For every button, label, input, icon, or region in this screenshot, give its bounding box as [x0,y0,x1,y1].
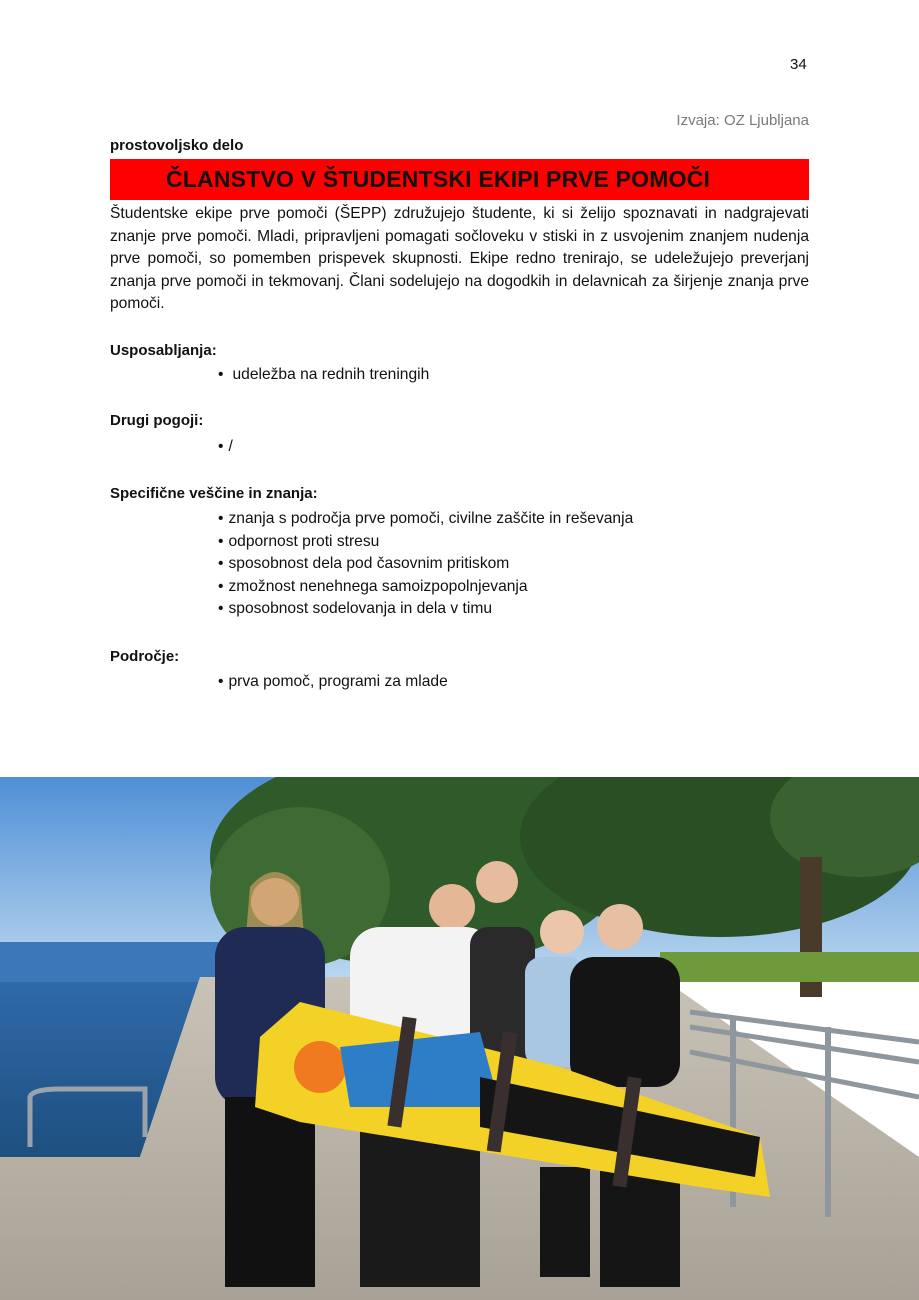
list-specificne-vescine [218,508,633,621]
section-label-usposabljanja: Usposabljanja: [110,342,217,359]
page-title: ČLANSTVO V ŠTUDENTSKI EKIPI PRVE POMOČI [166,166,711,192]
list-item: • sposobnost dela pod časovnim pritiskom [218,553,633,576]
list-item: • znanja s področja prve pomoči, civilne zaščite in reševanja [218,508,633,531]
list-item: • odpornost proti stresu [218,531,633,554]
section-label-specificne-vescine: Specifične veščine in znanja: [110,485,318,502]
category-label: prostovoljsko delo [110,137,244,154]
intro-paragraph: Študentske ekipe prve pomoči (ŠEPP) združujejo študente, ki si želijo spoznavati in nadgrajevati znanje prve pomoči. Mladi, pripravljeni pomagati sočloveku v stiski in z usvojenim znanjem nudenja prve pomoči, so pomemben prispevek skupnosti. Ekipe redno trenirajo, se udeležujejo preverjanj znanja prve pomoči in tekmovanj. Člani sodelujejo na dogodkih in delavnicah za širjenje znanja prve pomoči. [110,205,809,313]
list-podrocje [218,671,448,694]
list-item: • zmožnost nenehnega samoizpopolnjevanja [218,576,633,599]
page-number: 34 [790,56,807,73]
list-item: • udeležba na rednih treningih [218,364,429,387]
list-item: • / [218,436,233,459]
section-label-podrocje: Področje: [110,648,180,665]
title-banner [110,159,809,200]
list-item: • sposobnost sodelovanja in dela v timu [218,598,633,621]
team-photo [0,777,919,1300]
credit-line: Izvaja: OZ Ljubljana [676,112,809,129]
section-label-drugi-pogoji: Drugi pogoji: [110,412,204,429]
list-usposabljanja [218,364,429,387]
list-drugi-pogoji [218,436,233,459]
list-item: • prva pomoč, programi za mlade [218,671,448,694]
